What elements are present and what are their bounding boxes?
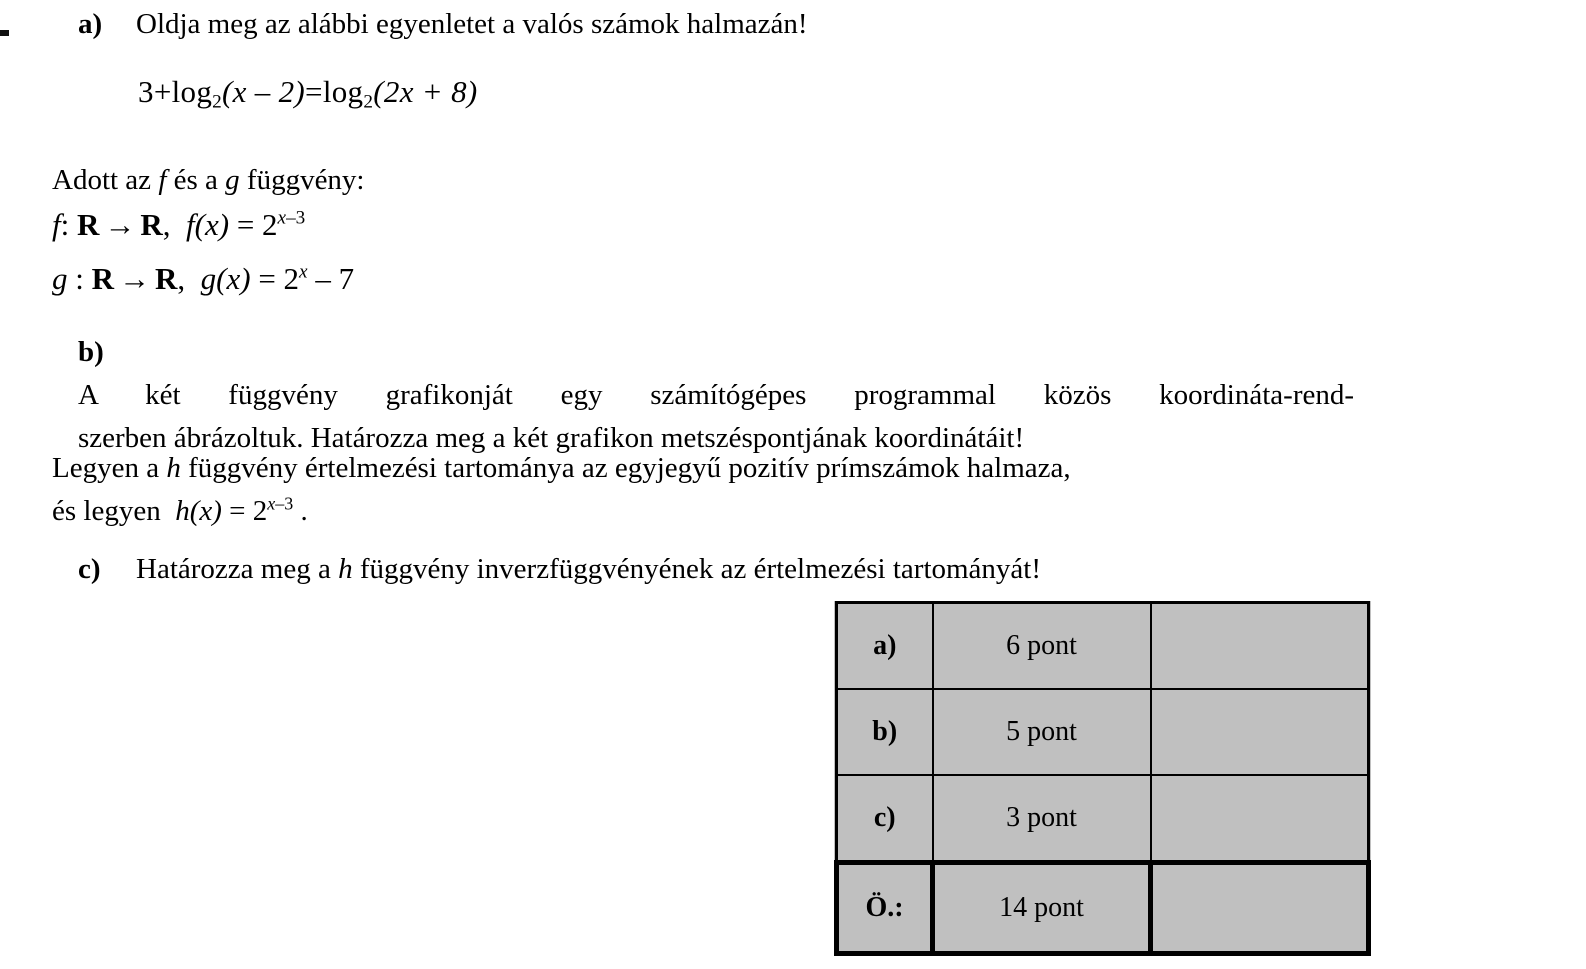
function-g-comma: , [177,261,186,296]
function-f-base: 2 [262,207,278,242]
h-function-exponent [267,493,293,513]
function-g-base: 2 [283,261,300,296]
points-row-total-awarded[interactable] [1151,863,1369,954]
function-f-arrow-icon: → [104,207,136,242]
function-f-colon: : [60,207,70,242]
h-function-base: 2 [252,495,268,527]
function-f-codomain: R [140,207,163,242]
function-g-codomain: R [155,261,178,296]
equation-log-2-base: 2 [363,91,374,113]
h-function-exponent-rest: –3 [275,493,294,514]
h-function-period: . [300,495,308,527]
item-b-line-1: A két függvény grafikonját egy számítógépes programmal közös koordináta-rend- [78,379,1354,411]
function-g-domain: R [91,261,115,296]
function-g-definition [52,258,354,300]
equation-arg-2: (2x + 8) [373,74,478,109]
h-function-exponent-var: x [267,493,276,514]
points-row-b-awarded[interactable] [1151,689,1369,775]
equation-equals: = [305,74,323,109]
equation-log-1: log [171,74,213,109]
item-c [78,549,1378,589]
item-c-h: h [338,553,353,585]
function-f-exponent-var: x [277,207,287,229]
points-row-c-awarded[interactable] [1151,775,1369,863]
item-b-line-2: szerben ábrázoltuk. Határozza meg a két grafikon metszéspontjának koordinátáit! [78,422,1025,454]
item-a [78,4,1558,44]
function-f-definition [52,204,305,246]
functions-intro-f: f [158,164,167,196]
function-g-rule-var: (x) [216,261,251,296]
table-row-total [837,863,1369,954]
item-c-label: c) [78,553,101,585]
functions-intro [52,160,365,200]
h-paragraph-line-1 [52,452,1071,484]
h-paragraph-line-2-before: és legyen [52,495,168,527]
item-c-text-before: Határozza meg a [136,553,339,585]
function-g-tail: – 7 [307,261,355,296]
equation-arg-1: (x – 2) [222,74,306,109]
points-row-total-points: 14 pont [933,863,1151,954]
h-function-paragraph [52,447,1352,533]
function-f-exponent [278,208,306,229]
functions-intro-before: Adott az [52,164,159,196]
function-f-domain: R [77,207,100,242]
h-function-name: h [175,495,190,527]
item-a-text: Oldja meg az alábbi egyenletet a valós számok halmazán! [136,8,808,40]
function-f-name: f [52,207,61,242]
function-f-rule-var: (x) [194,207,230,242]
h-paragraph-line-1-h: h [166,452,181,484]
points-row-a-points: 6 pont [933,603,1151,690]
points-row-total-label: Ö.: [837,863,933,954]
function-g-arrow-icon: → [119,261,151,296]
points-row-a-part: a) [837,603,933,690]
h-function-var: (x) [189,495,222,527]
points-row-b-part: b) [837,689,933,775]
function-g-colon: : [75,261,84,296]
functions-intro-middle: és a [166,164,226,196]
function-g-name: g [52,261,68,296]
points-row-c-points: 3 pont [933,775,1151,863]
item-b-label: b) [78,336,104,368]
function-g-rule-name: g [200,261,217,296]
points-row-c-part: c) [837,775,933,863]
function-g-exponent: x [299,261,308,283]
function-g-equals: = [258,261,276,296]
item-a-equation [138,72,478,112]
task-number-crop-mark [0,30,9,36]
h-paragraph-line-2 [52,490,1352,533]
h-paragraph-line-1-before: Legyen a [52,452,167,484]
points-table [834,601,1371,956]
item-a-label: a) [78,8,103,40]
function-f-exponent-rest: –3 [286,207,306,229]
function-f-equals: = [236,207,255,242]
equation-log-1-base: 2 [212,91,223,113]
function-f-rule-name: f [186,207,195,242]
functions-intro-after: függvény: [239,164,365,196]
table-row [837,689,1369,775]
equation-log-2: log [322,74,364,109]
points-row-a-awarded[interactable] [1151,603,1369,690]
equation-plus: + [153,74,172,109]
table-row [837,775,1369,863]
h-paragraph-line-1-after: függvény értelmezési tartománya az egyjegyű pozitív prímszámok halmaza, [180,452,1071,484]
h-function-equals: = [229,495,246,527]
function-f-comma: , [162,207,171,242]
table-row [837,603,1369,690]
item-b [78,331,1354,460]
equation-lhs-constant: 3 [138,74,154,109]
points-row-b-points: 5 pont [933,689,1151,775]
functions-intro-g: g [225,164,240,196]
item-c-text-after: függvény inverzfüggvényének az értelmezési tartományát! [352,553,1042,585]
